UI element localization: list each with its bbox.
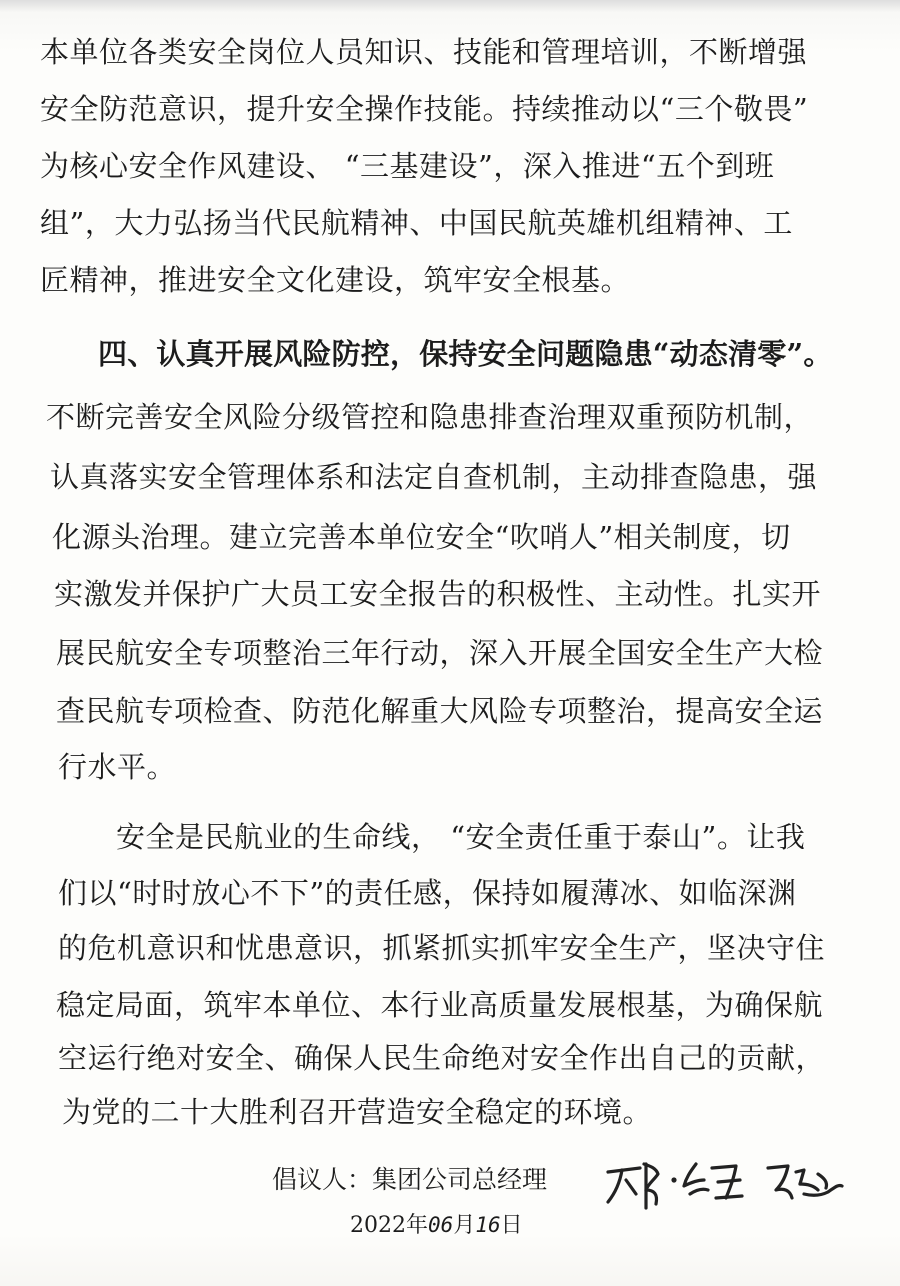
paragraph-1-line-4: 组”，大力弘扬当代民航精神、中国民航英雄机组精神、工 — [40, 206, 793, 240]
paragraph-1-line-1: 本单位各类安全岗位人员知识、技能和管理培训，不断增强 — [40, 35, 808, 69]
paragraph-3-line-4: 稳定局面，筑牢本单位、本行业高质量发展根基，为确保航 — [56, 988, 824, 1022]
page-top-edge — [0, 0, 900, 12]
date-day: 16 — [475, 1213, 501, 1237]
handwritten-signature — [600, 1150, 850, 1212]
paragraph-1-line-2: 安全防范意识，提升安全操作技能。持续推动以“三个敬畏” — [40, 92, 809, 126]
paragraph-2-line-4: 实激发并保护广大员工安全报告的积极性、主动性。扎实开 — [54, 577, 822, 611]
date-month-char: 月 — [453, 1213, 476, 1238]
paragraph-1-line-5: 匠精神，推进安全文化建设，筑牢安全根基。 — [40, 263, 631, 297]
paragraph-2-line-6: 查民航专项检查、防范化解重大风险专项整治，提高安全运 — [56, 694, 824, 728]
date-day-char: 日 — [500, 1213, 523, 1238]
signature-label: 倡议人：集团公司总经理 — [272, 1165, 548, 1194]
section-heading-4: 四、认真开展风险防控，保持安全问题隐患“动态清零”。 — [98, 337, 833, 371]
paragraph-2-line-5: 展民航安全专项整治三年行动，深入开展全国安全生产大检 — [56, 636, 824, 670]
signature-date — [350, 1208, 523, 1243]
paragraph-1-line-3: 为核心安全作风建设、 “三基建设”，深入推进“五个到班 — [40, 149, 775, 183]
paragraph-2-line-2: 认真落实安全管理体系和法定自查机制，主动排查隐患，强 — [50, 460, 818, 494]
date-year-char: 年 — [406, 1213, 429, 1238]
paragraph-3-line-5: 空运行绝对安全、确保人民生命绝对安全作出自己的贡献， — [58, 1041, 826, 1075]
paragraph-2-line-3: 化源头治理。建立完善本单位安全“吹哨人”相关制度，切 — [52, 520, 791, 554]
date-year: 2022 — [350, 1213, 406, 1238]
paragraph-3-line-6: 为党的二十大胜利召开营造安全稳定的环境。 — [62, 1095, 653, 1129]
paragraph-2-line-1: 不断完善安全风险分级管控和隐患排查治理双重预防机制， — [46, 400, 814, 434]
paragraph-3-line-3: 的危机意识和忧患意识，抓紧抓实抓牢安全生产，坚决守住 — [58, 931, 826, 965]
paragraph-3-line-1: 安全是民航业的生命线， “安全责任重于泰山”。让我 — [116, 820, 806, 854]
paragraph-2-line-7: 行水平。 — [58, 750, 177, 784]
paragraph-3-line-2: 们以“时时放心不下”的责任感，保持如履薄冰、如临深渊 — [58, 876, 797, 910]
date-month: 06 — [428, 1213, 454, 1237]
